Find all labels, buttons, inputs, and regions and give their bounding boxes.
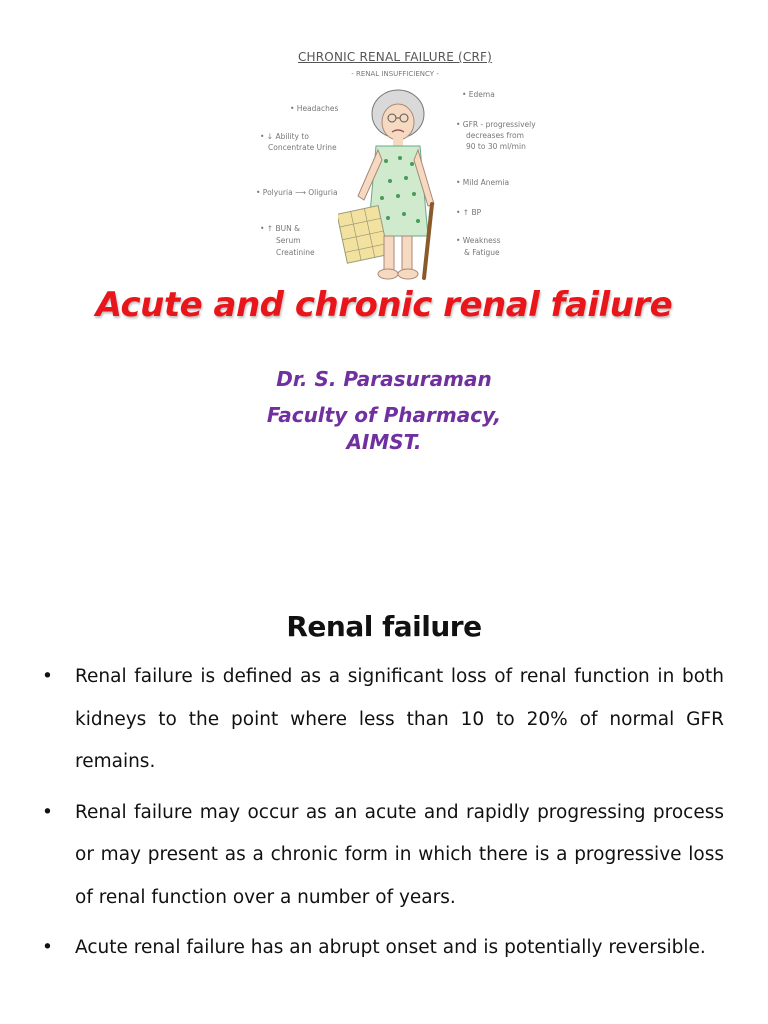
slide-heading: Renal failure [286, 610, 482, 643]
note-weakness: • Weakness [456, 236, 501, 245]
note-bun: • ↑ BUN & [260, 224, 300, 233]
bullet-dot: • [42, 666, 53, 687]
bullet-text: Renal failure is defined as a significant loss of renal function in both kidneys to the point where less than 10 to 20% of normal GFR remains. [75, 666, 724, 772]
note-fatigue: & Fatigue [464, 248, 500, 257]
note-range: 90 to 30 ml/min [466, 142, 526, 151]
bullet-list [40, 656, 724, 978]
bullet-text: Renal failure may occur as an acute and rapidly progressing process or may present as a chronic form in which there is a progressive loss of renal function over a number of years. [75, 801, 724, 908]
note-decreases: decreases from [466, 131, 524, 140]
note-polyuria: • Polyuria ⟶ Oliguria [256, 188, 338, 197]
content-slide [0, 600, 768, 1024]
author-institution: AIMST. [346, 430, 422, 454]
bullet-dot: • [42, 937, 53, 958]
bullet-text: Acute renal failure has an abrupt onset and is potentially reversible. [75, 937, 706, 958]
bullet-item [40, 927, 724, 970]
note-bp: • ↑ BP [456, 208, 482, 217]
illustration-title: CHRONIC RENAL FAILURE (CRF) [297, 50, 493, 64]
note-gfr: • GFR - progressively [456, 120, 536, 129]
note-ability: • ↓ Ability to [260, 132, 309, 141]
illustration-subtitle: - RENAL INSUFFICIENCY - [351, 70, 439, 78]
crf-illustration [250, 44, 540, 280]
bullet-dot: • [42, 801, 53, 823]
note-anemia: • Mild Anemia [456, 178, 510, 187]
note-concentrate: Concentrate Urine [268, 143, 337, 152]
note-edema: • Edema [462, 90, 495, 99]
note-headaches: • Headaches [290, 104, 339, 113]
note-serum: Serum [276, 236, 301, 245]
note-creatinine: Creatinine [276, 248, 315, 257]
author-faculty: Faculty of Pharmacy, [266, 403, 502, 427]
bullet-item [40, 656, 724, 784]
bullet-item [40, 792, 724, 920]
elderly-woman-cartoon [338, 86, 448, 281]
presentation-title: Acute and chronic renal failure [95, 285, 673, 325]
author-name: Dr. S. Parasuraman [276, 367, 492, 391]
